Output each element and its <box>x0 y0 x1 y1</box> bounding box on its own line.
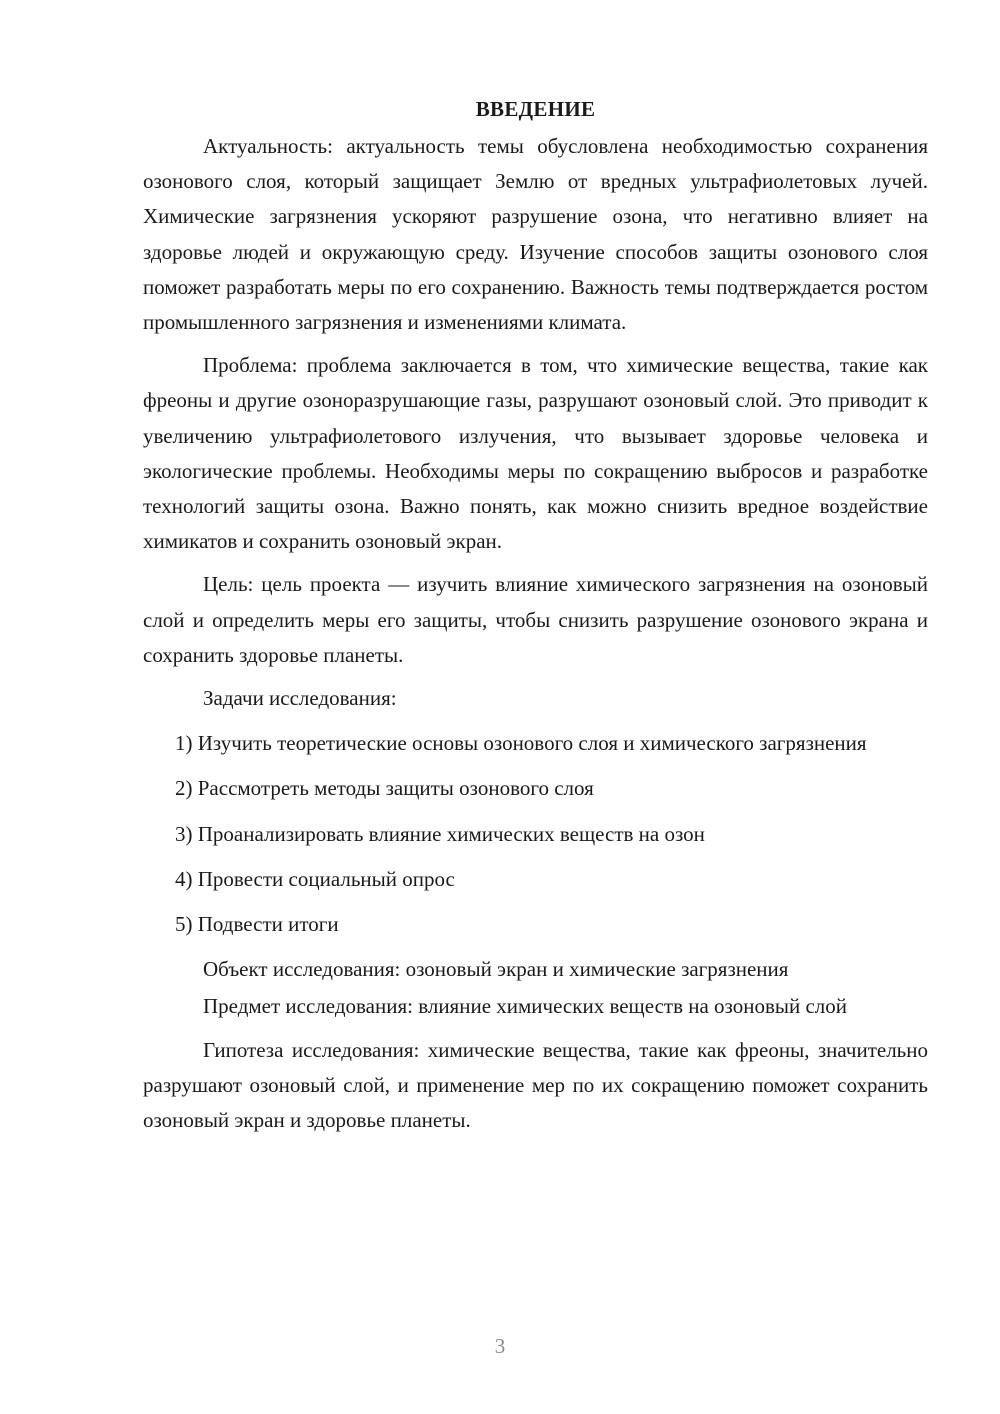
paragraph-subject: Предмет исследования: влияние химических веществ на озоновый слой <box>203 994 848 1019</box>
task-list <box>143 726 928 942</box>
task-item: 5) Подвести итоги <box>175 912 339 937</box>
paragraph-relevance: Актуальность: актуальность темы обусловлена необходимостью сохранения озонового слоя, который защищает Землю от вредных ультрафиолетовых лучей. Химические загрязнения ускоряют разрушение озона, что негативно влияет на здоровье людей и окружающую среду. Изучение способов защиты озонового слоя поможет разработать меры по его сохранению. Важность темы подтверждается ростом промышленного загрязнения и изменениями климата. <box>143 134 928 335</box>
paragraph-object: Объект исследования: озоновый экран и химические загрязнения <box>203 957 789 982</box>
paragraph-goal: Цель: цель проекта — изучить влияние химического загрязнения на озоновый слой и определить меры его защиты, чтобы снизить разрушение озонового экрана и сохранить здоровье планеты. <box>143 572 928 667</box>
task-item: 3) Проанализировать влияние химических веществ на озон <box>175 821 705 846</box>
document-body <box>143 92 928 1146</box>
task-item: 4) Провести социальный опрос <box>175 866 455 891</box>
page-number: 3 <box>494 1334 506 1358</box>
task-item: 1) Изучить теоретические основы озонового слоя и химического загрязнения <box>175 731 867 756</box>
task-item: 2) Рассмотреть методы защиты озонового слоя <box>175 776 594 801</box>
paragraph-problem: Проблема: проблема заключается в том, что химические вещества, такие как фреоны и другие озоноразрушающие газы, разрушают озоновый слой. Это приводит к увеличению ультрафиолетового излучения, что вызывает здоровье человека и экологические проблемы. Необходимы меры по сокращению выбросов и разработке технологий защиты озона. Важно понять, как можно снизить вредное воздействие химикатов и сохранить озоновый экран. <box>143 353 928 554</box>
paragraph-hypothesis: Гипотеза исследования: химические вещества, такие как фреоны, значительно разрушают озоновый слой, и применение мер по их сокращению поможет сохранить озоновый экран и здоровье планеты. <box>143 1037 928 1133</box>
tasks-heading: Задачи исследования: <box>203 686 397 711</box>
page-title: ВВЕДЕНИЕ <box>475 97 596 121</box>
